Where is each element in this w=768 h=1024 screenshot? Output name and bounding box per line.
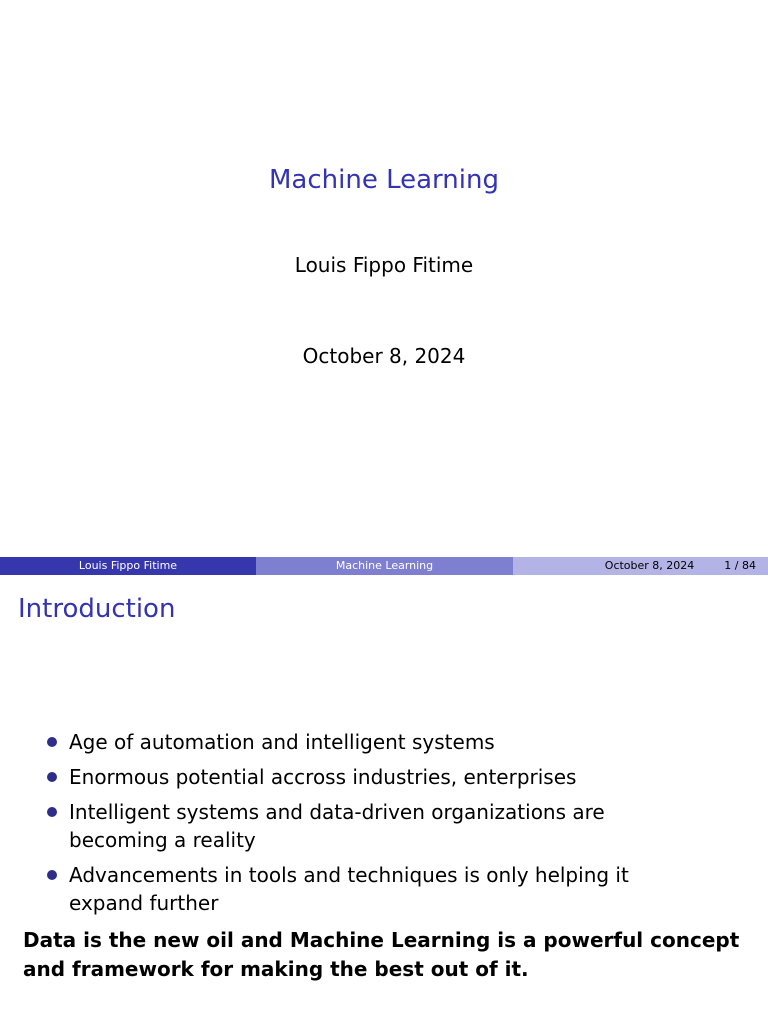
footer-author: Louis Fippo Fitime bbox=[78, 559, 178, 572]
bullet-text: Age of automation and intelligent systems bbox=[69, 730, 495, 754]
bullet-icon bbox=[47, 807, 57, 817]
slide-footer bbox=[0, 557, 768, 575]
footer-author-cell bbox=[0, 557, 256, 575]
list-item bbox=[0, 728, 768, 756]
footer-date: October 8, 2024 bbox=[604, 559, 695, 572]
presentation-author: Louis Fippo Fitime bbox=[294, 253, 474, 277]
bullet-text: Intelligent systems and data-driven organizations are becoming a reality bbox=[69, 800, 605, 852]
bullet-icon bbox=[47, 772, 57, 782]
footer-title-cell bbox=[256, 557, 513, 575]
list-item bbox=[0, 798, 768, 854]
bullet-icon bbox=[47, 870, 57, 880]
bullet-text: Enormous potential accross industries, enterprises bbox=[69, 765, 577, 789]
list-item bbox=[0, 861, 768, 917]
footer-page-number: 1 / 84 bbox=[724, 559, 756, 572]
bullet-list bbox=[0, 728, 768, 924]
bullet-text: Advancements in tools and techniques is only helping it expand further bbox=[69, 863, 629, 915]
footer-title: Machine Learning bbox=[335, 559, 434, 572]
key-statement: Data is the new oil and Machine Learning is a powerful concept and framework for making the best out of it. bbox=[23, 928, 740, 981]
list-item bbox=[0, 763, 768, 791]
presentation-title: Machine Learning bbox=[269, 165, 499, 195]
frame-title: Introduction bbox=[18, 594, 176, 624]
introduction-slide bbox=[0, 576, 768, 1024]
bullet-icon bbox=[47, 737, 57, 747]
footer-date-cell bbox=[513, 557, 768, 575]
presentation-date: October 8, 2024 bbox=[302, 344, 466, 368]
